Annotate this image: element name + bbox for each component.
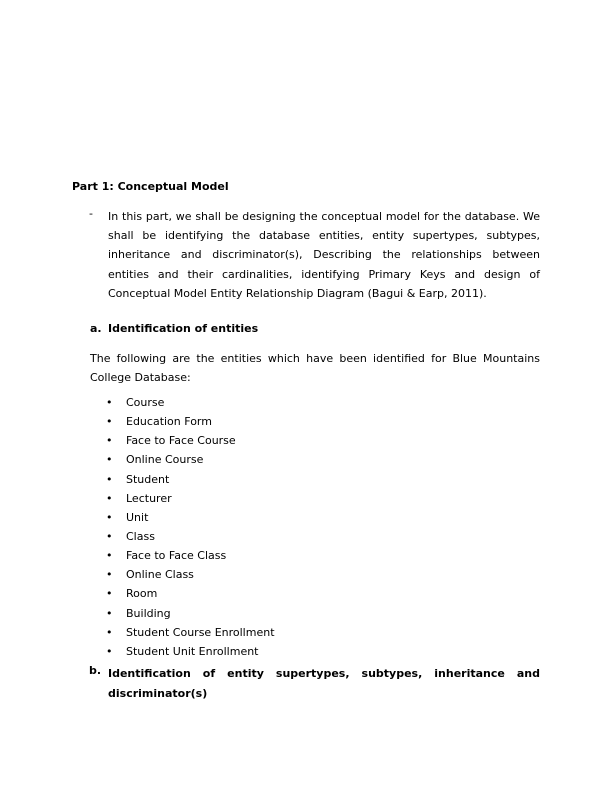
entity-label: Online Course (126, 453, 204, 467)
section-b-title: Identification of entity supertypes, subtypes, inheritance and discriminator(s) (108, 667, 540, 700)
bullet-icon: • (106, 453, 113, 467)
entity-label: Online Class (126, 568, 194, 582)
entity-label: Lecturer (126, 491, 172, 505)
entity-label: Student (126, 472, 170, 486)
part-heading: Part 1: Conceptual Model (72, 180, 229, 193)
list-item (0, 396, 612, 415)
bullet-icon: • (106, 549, 113, 563)
entity-label: Student Course Enrollment (126, 625, 275, 639)
section-a-paragraph: The following are the entities which have been identified for Blue Mountains College Database: (90, 352, 540, 385)
bullet-icon: • (106, 434, 113, 448)
entity-label: Student Unit Enrollment (126, 644, 259, 658)
bullet-icon: • (106, 625, 113, 639)
section-a-title: Identification of entities (108, 322, 259, 335)
bullet-icon: • (106, 644, 113, 658)
list-item (0, 626, 612, 645)
entity-label: Unit (126, 510, 149, 524)
bullet-icon: • (106, 510, 113, 524)
bullet-icon: • (106, 415, 113, 429)
list-item (0, 511, 612, 530)
bullet-icon: • (106, 587, 113, 601)
list-item (0, 415, 612, 434)
entity-label: Face to Face Class (126, 549, 227, 563)
list-item (0, 568, 612, 587)
list-item (0, 607, 612, 626)
list-item (0, 492, 612, 511)
entity-label: Education Form (126, 415, 212, 429)
bullet-icon: • (106, 491, 113, 505)
entity-label: Class (126, 529, 155, 543)
entity-label: Building (126, 606, 171, 620)
bullet-icon: • (106, 472, 113, 486)
bullet-icon: • (106, 396, 113, 409)
entity-label: Room (126, 587, 158, 601)
bullet-icon: • (106, 568, 113, 582)
bullet-icon: • (106, 606, 113, 620)
bullet-icon: • (106, 529, 113, 543)
list-item (0, 473, 612, 492)
section-b-marker: b. (89, 664, 102, 677)
list-item (0, 645, 612, 664)
entity-label: Course (126, 396, 165, 409)
list-item (0, 453, 612, 472)
entity-label: Face to Face Course (126, 434, 236, 448)
intro-paragraph: In this part, we shall be designing the conceptual model for the database. We shall be identifying the database entities, entity supertypes, subtypes, inheritance and discriminator(s), Describing the relationships between entities and their cardinalities, identifying Primary Keys and design of Conceptual Model Entity Relationship Diagram (Bagui & Earp, 2011). (108, 210, 540, 300)
list-item (0, 587, 612, 606)
section-a-marker: a. (90, 322, 102, 335)
intro-dash-marker: - (89, 207, 93, 220)
entity-list (0, 396, 612, 664)
list-item (0, 530, 612, 549)
list-item (0, 549, 612, 568)
list-item (0, 434, 612, 453)
